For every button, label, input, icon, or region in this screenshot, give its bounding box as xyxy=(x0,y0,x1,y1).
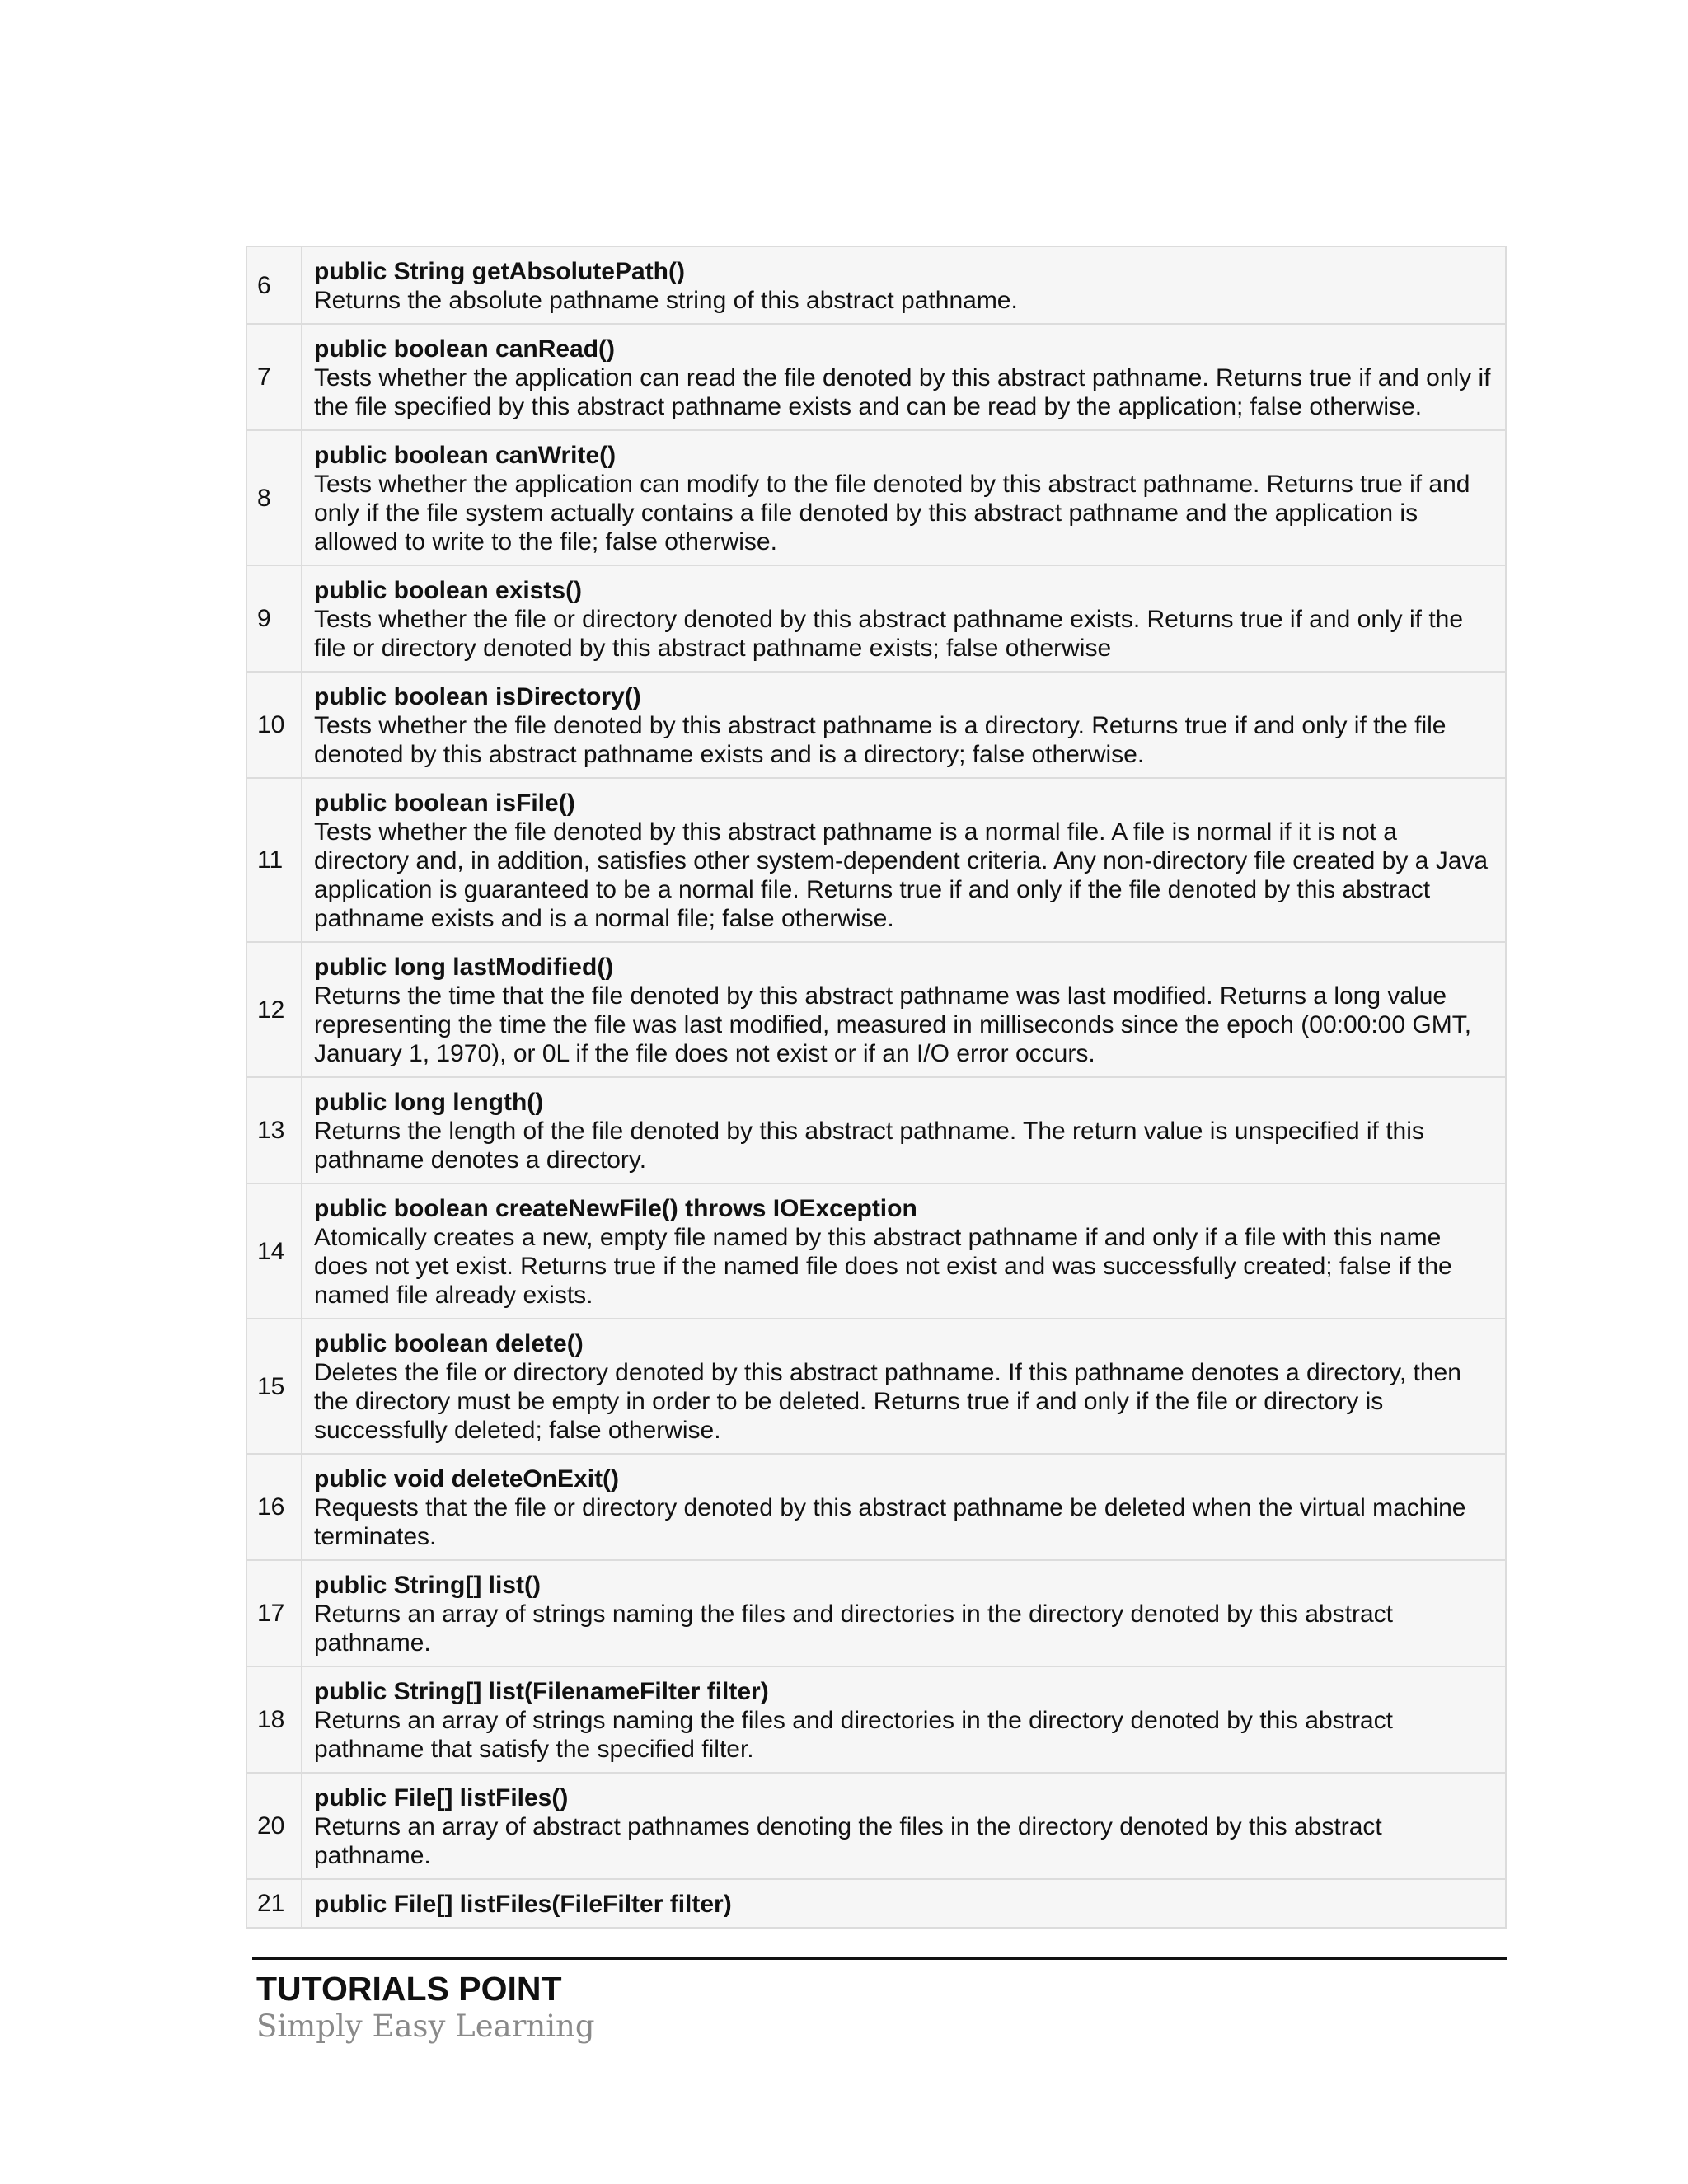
method-table xyxy=(246,246,1507,1929)
method-signature: public String[] list(FilenameFilter filter) xyxy=(314,1678,769,1705)
method-description: Deletes the file or directory denoted by this abstract pathname. If this pathname denotes a directory, then the directory must be empty in order to be deleted. Returns true if and only if the file or directory is successfully deleted; false otherwise. xyxy=(314,1359,1461,1444)
row-description xyxy=(302,1666,1506,1773)
table-row xyxy=(246,565,1506,672)
table-row xyxy=(246,1319,1506,1454)
table-row xyxy=(246,1666,1506,1773)
table-row xyxy=(246,430,1506,565)
table-row xyxy=(246,1773,1506,1879)
row-number: 15 xyxy=(246,1319,302,1454)
method-description: Tests whether the file denoted by this abstract pathname is a normal file. A file is normal if it is not a directory and, in addition, satisfies other system-dependent criteria. Any non-directory file created by a Java application is guaranteed to be a normal file. Returns true if and only if the file denoted by this abstract pathname exists and is a normal file; false otherwise. xyxy=(314,818,1489,932)
row-number: 8 xyxy=(246,430,302,565)
row-description xyxy=(302,430,1506,565)
method-signature: public void deleteOnExit() xyxy=(314,1465,620,1493)
row-number: 6 xyxy=(246,246,302,324)
row-description xyxy=(302,1183,1506,1319)
method-description: Tests whether the application can read the file denoted by this abstract pathname. Returns true if and only if the file specified by this abstract pathname exists and can be read by the application; false otherwise. xyxy=(314,364,1491,420)
method-signature: public long length() xyxy=(314,1089,544,1116)
row-description xyxy=(302,1773,1506,1879)
method-description: Returns the length of the file denoted by this abstract pathname. The return value is unspecified if this pathname denotes a directory. xyxy=(314,1118,1424,1174)
row-description xyxy=(302,1077,1506,1183)
table-row xyxy=(246,1183,1506,1319)
method-description: Tests whether the file or directory denoted by this abstract pathname exists. Returns true if and only if the file or directory denoted by this abstract pathname exists; false otherwise xyxy=(314,606,1464,662)
method-signature: public boolean isFile() xyxy=(314,790,575,817)
method-signature: public boolean delete() xyxy=(314,1330,584,1357)
method-description: Requests that the file or directory denoted by this abstract pathname be deleted when the virtual machine terminates. xyxy=(314,1494,1466,1550)
method-description: Atomically creates a new, empty file named by this abstract pathname if and only if a file with this name does not yet exist. Returns true if the named file does not exist and was successfully created; false if the named file already exists. xyxy=(314,1224,1452,1309)
method-signature: public boolean isDirectory() xyxy=(314,683,641,710)
method-description: Returns an array of strings naming the files and directories in the directory denoted by this abstract pathname that satisfy the specified filter. xyxy=(314,1707,1393,1763)
row-description xyxy=(302,942,1506,1077)
row-number: 16 xyxy=(246,1454,302,1560)
footer-tagline: Simply Easy Learning xyxy=(256,2008,595,2044)
row-number: 13 xyxy=(246,1077,302,1183)
row-description xyxy=(302,324,1506,430)
method-description: Tests whether the application can modify to the file denoted by this abstract pathname. Returns true if and only if the file system actually contains a file denoted by this abstract pathname and the application is allowed to write to the file; false otherwise. xyxy=(314,471,1470,555)
method-signature: public File[] listFiles() xyxy=(314,1784,569,1811)
table-row xyxy=(246,1454,1506,1560)
method-signature: public boolean canWrite() xyxy=(314,442,617,469)
row-number: 9 xyxy=(246,565,302,672)
method-table-body xyxy=(246,246,1506,1928)
row-number: 21 xyxy=(246,1879,302,1928)
method-signature: public String[] list() xyxy=(314,1572,541,1599)
row-number: 17 xyxy=(246,1560,302,1666)
row-description xyxy=(302,565,1506,672)
method-description: Returns an array of strings naming the files and directories in the directory denoted by this abstract pathname. xyxy=(314,1601,1393,1657)
row-number: 10 xyxy=(246,672,302,778)
row-number: 7 xyxy=(246,324,302,430)
method-signature: public long lastModified() xyxy=(314,954,614,981)
table-row xyxy=(246,1879,1506,1928)
method-signature: public boolean exists() xyxy=(314,577,583,604)
method-description: Returns the time that the file denoted by this abstract pathname was last modified. Returns a long value representing the time the file was last modified, measured in milliseconds since the epoch (00:00:00 GMT, January 1, 1970), or 0L if the file does not exist or if an I/O error occurs. xyxy=(314,982,1472,1067)
row-description xyxy=(302,1879,1506,1928)
table-row xyxy=(246,778,1506,942)
row-number: 12 xyxy=(246,942,302,1077)
table-row xyxy=(246,1560,1506,1666)
method-description: Returns an array of abstract pathnames denoting the files in the directory denoted by this abstract pathname. xyxy=(314,1813,1382,1869)
method-signature: public boolean canRead() xyxy=(314,335,616,363)
table-row xyxy=(246,1077,1506,1183)
row-number: 14 xyxy=(246,1183,302,1319)
row-description xyxy=(302,246,1506,324)
method-description: Tests whether the file denoted by this abstract pathname is a directory. Returns true if and only if the file denoted by this abstract pathname exists and is a directory; false otherwise. xyxy=(314,712,1447,768)
method-description: Returns the absolute pathname string of this abstract pathname. xyxy=(314,287,1018,314)
footer-divider xyxy=(252,1957,1507,1960)
row-description xyxy=(302,672,1506,778)
row-number: 20 xyxy=(246,1773,302,1879)
table-row xyxy=(246,672,1506,778)
table-row xyxy=(246,324,1506,430)
method-signature: public String getAbsolutePath() xyxy=(314,258,685,285)
table-row xyxy=(246,246,1506,324)
row-description xyxy=(302,1560,1506,1666)
row-description xyxy=(302,1319,1506,1454)
footer-brand: TUTORIALS POINT xyxy=(256,1970,562,2008)
row-number: 18 xyxy=(246,1666,302,1773)
row-number: 11 xyxy=(246,778,302,942)
method-signature: public boolean createNewFile() throws IOException xyxy=(314,1195,917,1222)
method-signature: public File[] listFiles(FileFilter filter) xyxy=(314,1891,732,1918)
table-row xyxy=(246,942,1506,1077)
row-description xyxy=(302,778,1506,942)
row-description xyxy=(302,1454,1506,1560)
